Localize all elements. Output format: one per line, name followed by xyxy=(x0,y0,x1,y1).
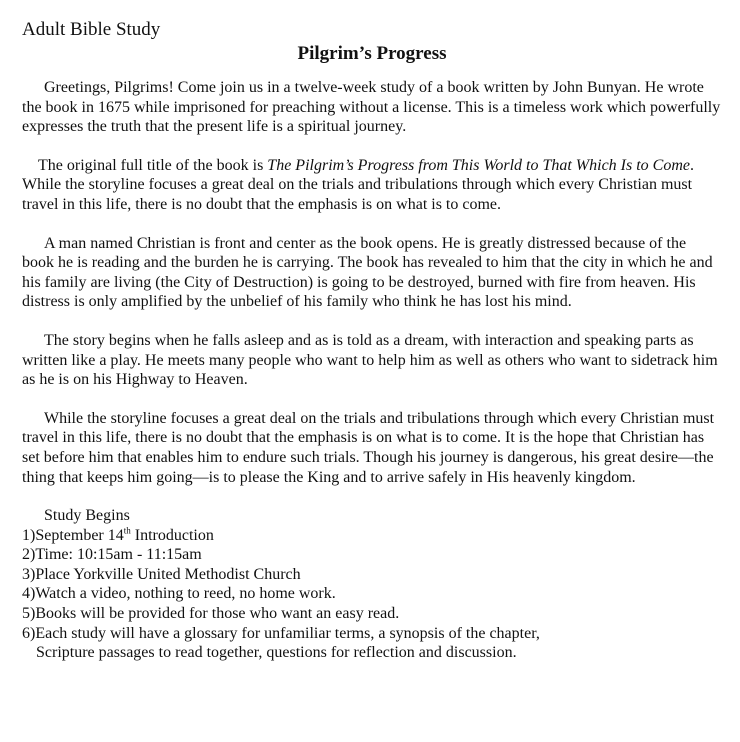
study-date-topic: Introduction xyxy=(130,526,214,544)
study-glossary-line2: Scripture passages to read together, questions for reflection and discussion. xyxy=(36,644,517,662)
title-paragraph xyxy=(22,156,722,215)
document-page xyxy=(22,18,722,663)
study-item-glossary xyxy=(22,624,722,663)
study-item-time: 2)Time: 10:15am - 11:15am xyxy=(22,546,202,564)
study-date-text: 1)September 14 xyxy=(22,526,124,544)
study-list xyxy=(22,526,722,663)
book-full-title: The Pilgrim’s Progress from This World to That Which Is to Come xyxy=(267,156,690,174)
study-item-place: 3)Place Yorkville United Methodist Church xyxy=(22,565,301,583)
study-glossary-line1: 6)Each study will have a glossary for unfamiliar terms, a synopsis of the chapter, xyxy=(22,624,540,642)
study-heading: Study Begins xyxy=(44,507,130,525)
document-title: Pilgrim’s Progress xyxy=(297,43,447,64)
hope-paragraph: While the storyline focuses a great deal on the trials and tribulations through which every Christian must travel in this life, there is no doubt that the emphasis is on what is to come. It is the hope that Christian has set before him that enables him to endure such trials. Though his journey is dangerous, his great desire—the thing that keeps him going—is to please the King and to arrive safely in His heavenly kingdom. xyxy=(22,409,715,486)
study-item-date xyxy=(22,526,722,546)
ordinal-suffix: th xyxy=(123,525,131,536)
study-details xyxy=(22,506,722,663)
title-paragraph-rest: . While the storyline focuses a great deal on the trials and tribulations through which every Christian must travel in this life, there is no doubt that the emphasis is on what is to come. xyxy=(22,156,694,213)
story-paragraph: The story begins when he falls asleep and as is told as a dream, with interaction and speaking parts as written like a play. He meets many people who want to help him as well as others who want to sidetrack him as he is on his Highway to Heaven. xyxy=(22,331,718,389)
study-item-video: 4)Watch a video, nothing to reed, no home work. xyxy=(22,585,336,603)
christian-paragraph: A man named Christian is front and center as the book opens. He is greatly distressed because of the book he is reading and the burden he is carrying. The book has revealed to him that the city in which he and his family are living (the City of Destruction) is going to be destroyed, burned with fire from heaven. His distress is only amplified by the unbelief of his family who think he has lost his mind. xyxy=(22,234,713,311)
title-paragraph-lead: The original full title of the book is xyxy=(38,156,268,174)
intro-paragraph: Greetings, Pilgrims! Come join us in a twelve-week study of a book written by John Bunyan. He wrote the book in 1675 while imprisoned for preaching without a license. This is a timeless work which powerfully expresses the truth that the present life is a spiritual journey. xyxy=(22,79,721,136)
study-item-books: 5)Books will be provided for those who want an easy read. xyxy=(22,605,400,623)
study-group-label: Adult Bible Study xyxy=(22,19,161,40)
